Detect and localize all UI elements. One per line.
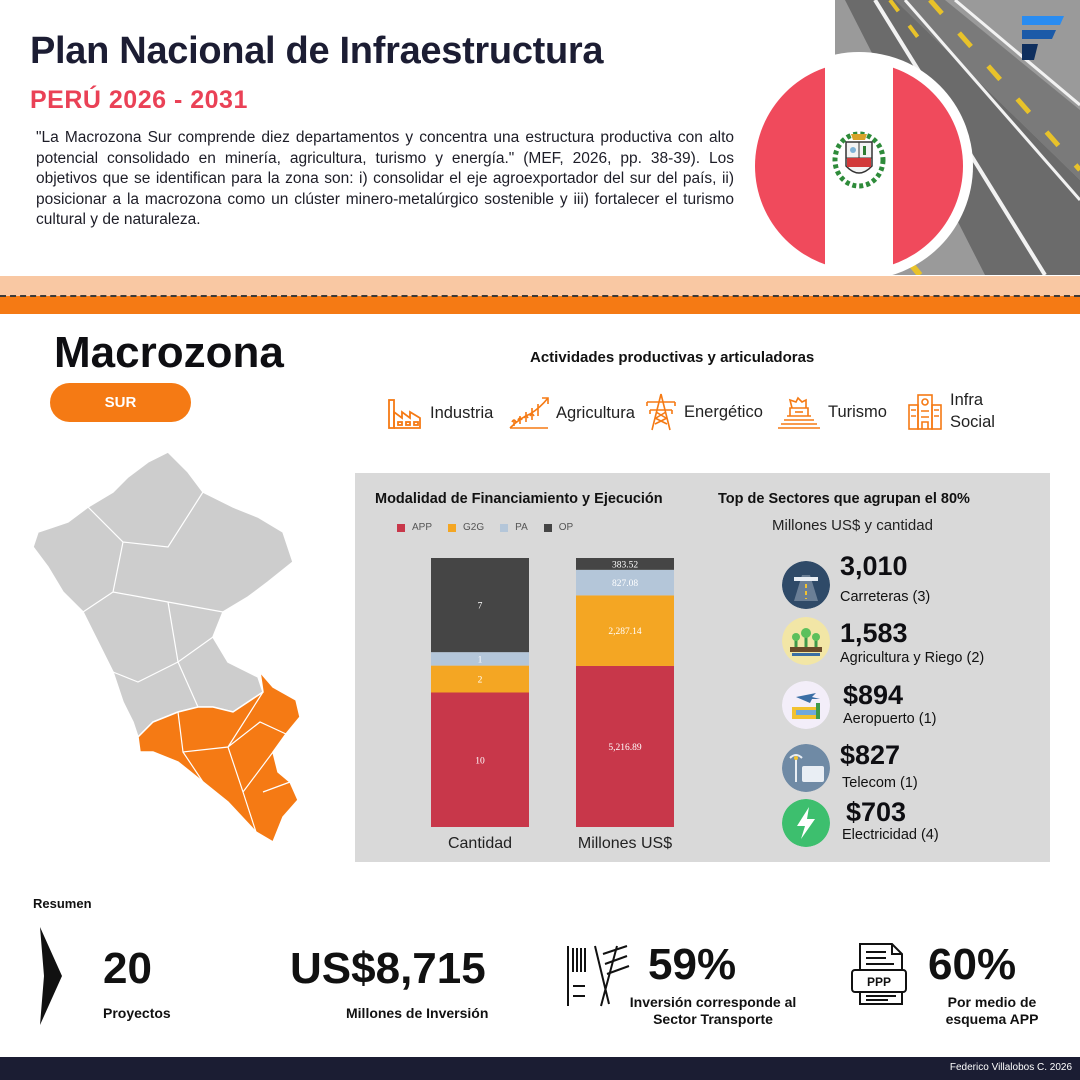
investment-label: Millones de Inversión — [346, 1005, 489, 1021]
legend-swatch — [397, 524, 405, 532]
activity-label: Agricultura — [556, 403, 635, 422]
sector-value: 1,583 — [840, 618, 908, 648]
legend-item-g2g — [448, 522, 484, 533]
bar-data-label: 383.52 — [611, 560, 639, 571]
legend-item-app — [397, 522, 432, 533]
transport-label — [620, 994, 806, 1028]
lightning-icon — [782, 799, 830, 847]
activity-label: Infra — [950, 391, 984, 409]
sector-value: $703 — [846, 797, 907, 827]
legend-label: APP — [412, 522, 433, 533]
bar-data-label: 2 — [477, 675, 483, 686]
divider-dashed-line — [0, 295, 1080, 297]
sector-label: Agricultura y Riego (2) — [840, 650, 985, 666]
footer-bar — [0, 1057, 1080, 1080]
page-title: Plan Nacional de Infraestructura — [30, 30, 604, 72]
road-icon — [782, 561, 830, 609]
airport-icon — [782, 681, 830, 729]
legend-swatch — [448, 524, 456, 532]
activity-infra-social — [906, 389, 995, 433]
macrozona-title: Macrozona — [54, 328, 284, 377]
activity-label-stack — [950, 389, 995, 433]
sector-value: $827 — [840, 740, 901, 770]
sector-value: $894 — [843, 680, 904, 710]
power-tower-icon — [644, 392, 678, 432]
map-north-region — [33, 452, 293, 737]
factory-icon — [386, 394, 424, 432]
activity-turismo — [776, 394, 887, 430]
transport-label-line: Inversión corresponde al — [629, 994, 797, 1010]
transport-label-line: Sector Transporte — [653, 1011, 773, 1027]
bar-data-label: 10 — [475, 756, 485, 767]
stacked-bar-chart — [355, 540, 715, 860]
monument-icon — [776, 394, 822, 430]
bar-data-label: 7 — [477, 601, 483, 612]
agriculture-icon — [508, 394, 550, 432]
summary-label: Resumen — [33, 896, 92, 911]
legend-item-pa — [500, 522, 528, 533]
transport-percent: 59% — [648, 940, 737, 989]
activity-label: Energético — [684, 402, 763, 421]
peru-map — [28, 452, 328, 847]
investment-total: US$8,715 — [290, 944, 486, 993]
activity-agricultura — [508, 394, 635, 432]
category-tick-label: Cantidad — [447, 835, 513, 852]
divider-band-bottom — [0, 296, 1080, 314]
brand-logo-icon — [1022, 16, 1064, 60]
projects-label: Proyectos — [103, 1005, 171, 1021]
category-tick-label: Millones US$ — [577, 835, 673, 852]
chevron-right-icon — [40, 927, 62, 1025]
activity-label: Industria — [430, 403, 494, 422]
projects-count: 20 — [103, 944, 152, 993]
legend-label: OP — [558, 522, 574, 533]
bar-data-label: 1 — [477, 655, 483, 666]
footer-credit: Federico Villalobos C. 2026 — [949, 1062, 1072, 1073]
top-sectors-title: Top de Sectores que agrupan el 80% — [718, 491, 970, 507]
activity-industria — [386, 394, 493, 432]
chart-title: Modalidad de Financiamiento y Ejecución — [375, 491, 663, 507]
macrozona-pill: SUR — [50, 383, 191, 422]
sector-label: Telecom (1) — [842, 775, 918, 791]
legend-swatch — [500, 524, 508, 532]
activity-label: Social — [950, 413, 995, 431]
legend-label: PA — [515, 522, 528, 533]
activity-energetico — [644, 392, 763, 432]
chart-legend — [397, 522, 573, 533]
sector-label: Carreteras (3) — [840, 589, 931, 605]
bar-data-label: 827.08 — [611, 579, 639, 590]
ppp-badge-label: PPP — [866, 975, 892, 989]
legend-item-op — [544, 522, 573, 533]
bar-data-label: 2,287.14 — [608, 627, 642, 638]
sector-value: 3,010 — [840, 551, 908, 581]
activity-label: Turismo — [828, 402, 887, 421]
app-percent: 60% — [928, 940, 1017, 989]
page-subtitle: PERÚ 2026 - 2031 — [30, 86, 248, 114]
bar-data-label: 5,216.89 — [608, 742, 642, 753]
top-sectors-subtitle: Millones US$ y cantidad — [772, 517, 933, 534]
document-ppp-icon — [848, 940, 914, 1008]
app-label-line: esquema APP — [945, 1011, 1039, 1027]
sector-label: Electricidad (4) — [842, 827, 939, 843]
peru-flag-icon — [755, 62, 963, 270]
legend-swatch — [544, 524, 552, 532]
irrigation-icon — [782, 617, 830, 665]
intro-paragraph: "La Macrozona Sur comprende diez departamentos y concentra una estructura productiva con alto potencial consolidado en minería, agricultura, turismo y energía." (MEF, 2026, pp. 38-39). Los objetivos que se identifican para la zona son: i) consolidar el eje agroexportador del sur del país, ii) posicionar a la macrozona como un clúster minero-metalúrgico sostenible y iii) fortalecer el turismo cultural y de naturaleza. — [36, 129, 734, 228]
app-label — [930, 994, 1054, 1028]
building-icon — [906, 391, 944, 431]
telecom-icon — [782, 744, 830, 792]
app-label-line: Por medio de — [947, 994, 1037, 1010]
activities-title: Actividades productivas y articuladoras — [530, 349, 815, 366]
sector-label: Aeropuerto (1) — [843, 711, 937, 727]
legend-label: G2G — [463, 522, 485, 533]
